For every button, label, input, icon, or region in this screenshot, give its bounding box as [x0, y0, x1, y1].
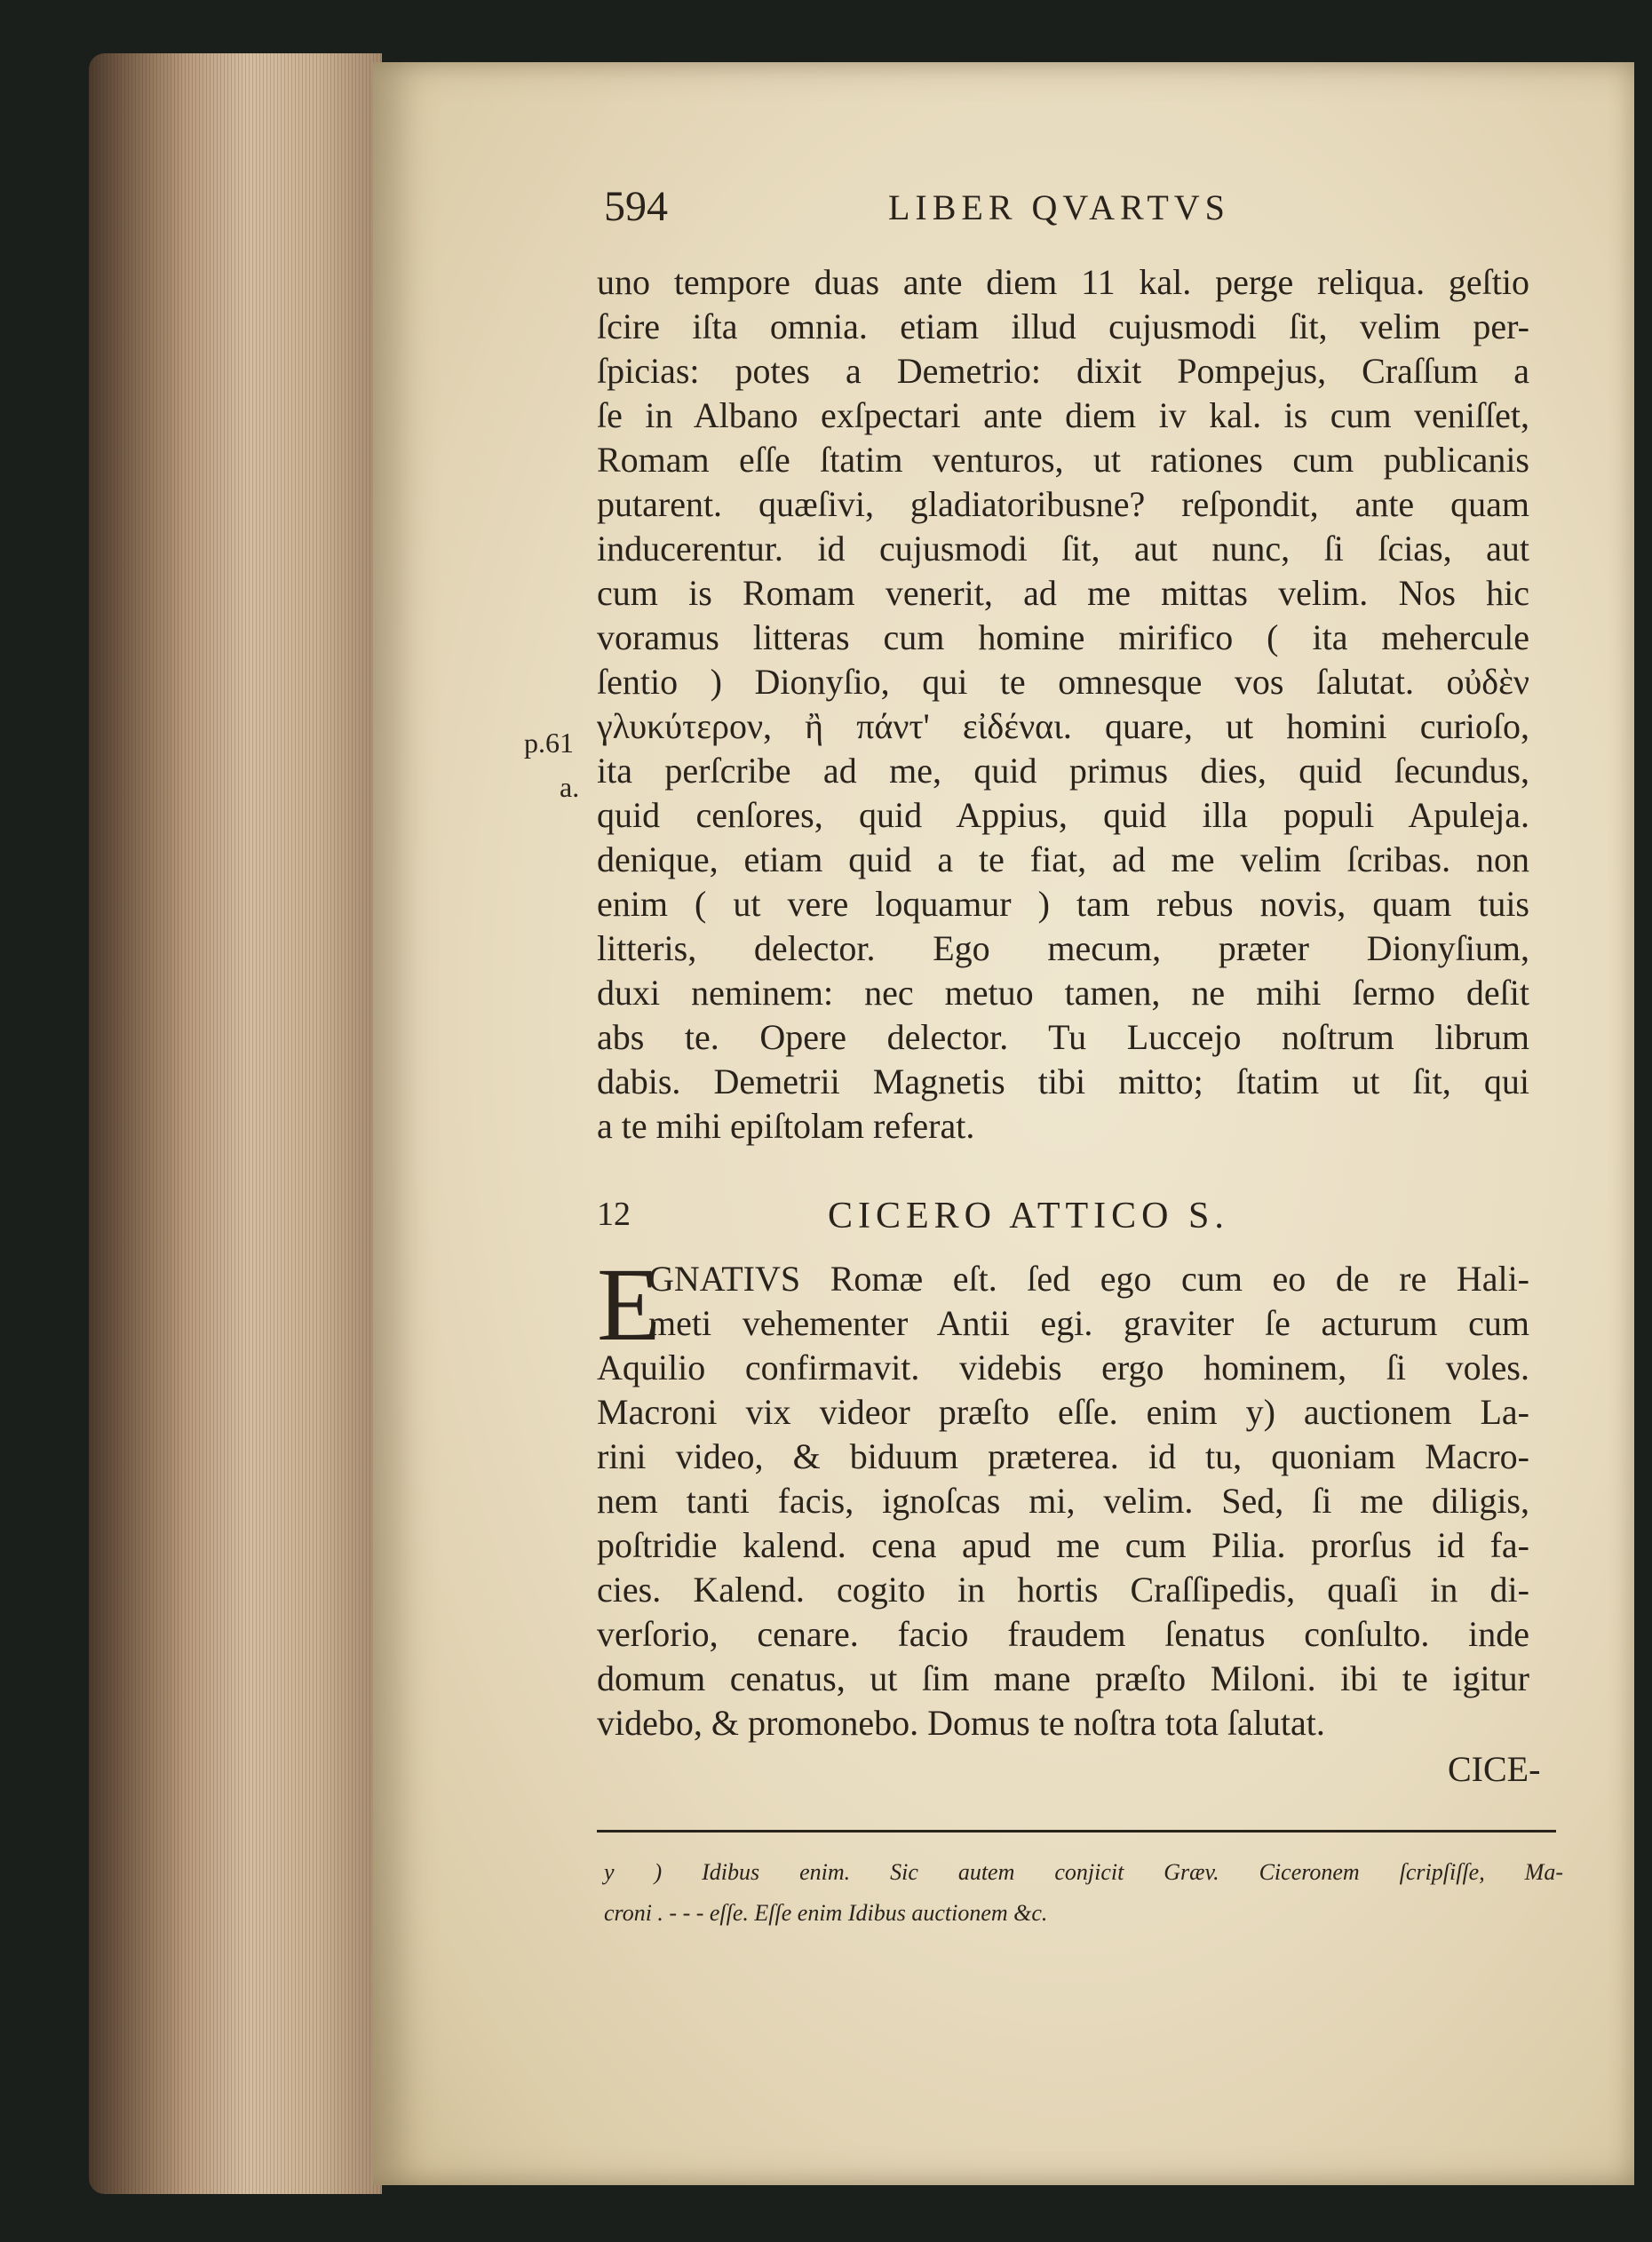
- text-line: putarent. quæſivi, gladiatoribusne? reſpondit, ante quam: [597, 484, 1529, 524]
- footnote-line: y ) Idibus enim. Sic autem conjicit Græv. Ciceronem ſcripſiſſe, Ma-: [604, 1859, 1563, 1885]
- text-line: videbo, & promonebo. Domus te noſtra tota ſalutat.: [597, 1703, 1325, 1743]
- text-line: voramus litteras cum homine mirifico ( ita mehercule: [597, 617, 1529, 657]
- text-line: nem tanti facis, ignoſcas mi, velim. Sed, ſi me diligis,: [597, 1481, 1529, 1521]
- letter-heading: [597, 1195, 1529, 1248]
- text-line: meti vehementer Antii egi. graviter ſe acturum cum: [648, 1303, 1529, 1343]
- text-line: GNATIVS Romæ eſt. ſed ego cum eo de re Hali-: [648, 1259, 1529, 1299]
- text-line: γλυκύτερον, ἢ πάντ' εἰδέναι. quare, ut homini curioſo,: [597, 706, 1529, 746]
- margin-page-ref: p.61: [524, 727, 574, 759]
- body-text: [597, 260, 1529, 1149]
- text-line: dabis. Demetrii Magnetis tibi mitto; ſtatim ut ſit, qui: [597, 1061, 1529, 1101]
- text-line: enim ( ut vere loquamur ) tam rebus novis, quam tuis: [597, 884, 1529, 924]
- text-line: cum is Romam venerit, ad me mittas velim. Nos hic: [597, 573, 1529, 613]
- text-line: cies. Kalend. cogito in hortis Craſſipedis, quaſi in di-: [597, 1570, 1529, 1610]
- text-line: a te mihi epiſtolam referat.: [597, 1106, 975, 1146]
- footnote-line: croni . - - - eſſe. Eſſe enim Idibus auctionem &c.: [604, 1900, 1048, 1926]
- margin-note-a: a.: [560, 771, 580, 803]
- text-line: denique, etiam quid a te fiat, ad me velim ſcribas. non: [597, 839, 1529, 879]
- text-line: Macroni vix videor præſto eſſe. enim y) auctionem La-: [597, 1392, 1529, 1432]
- footnotes: [604, 1852, 1563, 1934]
- text-line: verſorio, cenare. facio fraudem ſenatus conſulto. inde: [597, 1614, 1529, 1654]
- text-line: poſtridie kalend. cena apud me cum Pilia. prorſus id fa-: [597, 1525, 1529, 1565]
- catchword: CICE-: [1448, 1749, 1541, 1789]
- text-line: rini video, & biduum præterea. id tu, quoniam Macro-: [597, 1436, 1529, 1476]
- text-line: abs te. Opere delector. Tu Luccejo noſtrum librum: [597, 1017, 1529, 1057]
- text-line: quid cenſores, quid Appius, quid illa populi Apuleja.: [597, 795, 1529, 835]
- text-line: litteris, delector. Ego mecum, præter Dionyſium,: [597, 928, 1529, 968]
- letter-text: [597, 1246, 1529, 1745]
- footnote-rule: [597, 1830, 1556, 1833]
- text-line: ſe in Albano exſpectari ante diem iv kal. is cum veniſſet,: [597, 395, 1529, 435]
- text-line: uno tempore duas ante diem 11 kal. perge reliqua. geſtio: [597, 262, 1529, 302]
- text-line: ſpicias: potes a Demetrio: dixit Pompejus, Craſſum a: [597, 351, 1529, 391]
- drop-cap: E: [597, 1246, 662, 1363]
- letter-title: CICERO ATTICO S.: [828, 1196, 1229, 1236]
- text-line: ſentio ) Dionyſio, qui te omnesque vos ſalutat. οὐδὲν: [597, 662, 1529, 702]
- text-line: ſcire iſta omnia. etiam illud cujusmodi ſit, velim per-: [597, 306, 1529, 346]
- text-line: Aquilio confirmavit. videbis ergo hominem, ſi voles.: [597, 1348, 1529, 1387]
- book-page-edges: [89, 53, 382, 2194]
- text-line: domum cenatus, ut ſim mane præſto Miloni. ibi te igitur: [597, 1658, 1529, 1698]
- page-number: 594: [604, 183, 668, 230]
- text-line: Romam eſſe ſtatim venturos, ut rationes cum publicanis: [597, 440, 1529, 480]
- running-head: LIBER QVARTVS: [888, 187, 1230, 227]
- text-line: duxi neminem: nec metuo tamen, ne mihi ſermo deſit: [597, 973, 1529, 1013]
- letter-number: 12: [597, 1196, 631, 1233]
- text-line: inducerentur. id cujusmodi ſit, aut nunc, ſi ſcias, aut: [597, 529, 1529, 568]
- text-line: ita perſcribe ad me, quid primus dies, quid ſecundus,: [597, 751, 1529, 791]
